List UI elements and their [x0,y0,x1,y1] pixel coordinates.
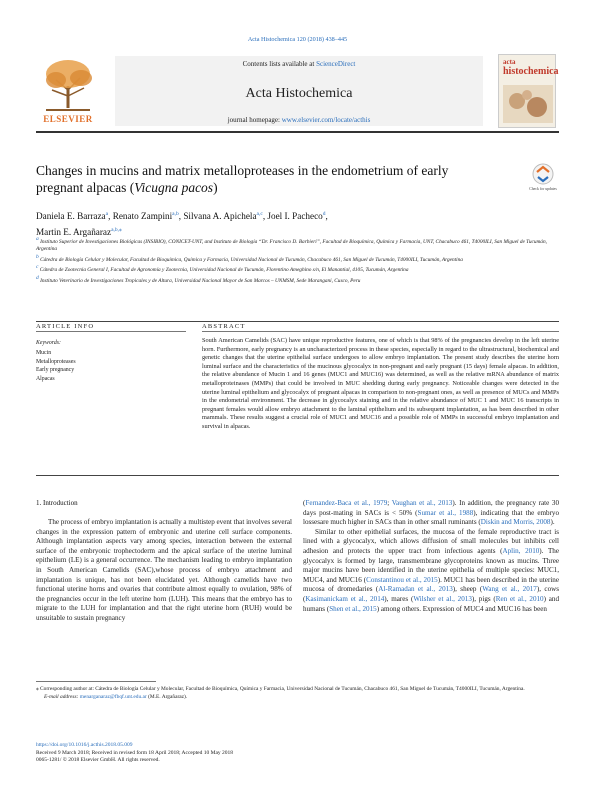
journal-name: Acta Histochemica [245,86,353,101]
affiliation-text: Instituto Veterinario de Investigaciones Tropicales y de Altura, Universidad Nacional Mayor de San Marcos – UNMSM, Sede Marangani, Cusco, Peru [40,277,361,284]
check-for-updates-label: Check for updates [529,187,557,191]
author[interactable]: Joel I. Pacheco [267,211,323,222]
footnote-email-line [36,694,559,702]
citation-link[interactable]: Ren et al., 2010 [495,594,544,603]
keyword: Metalloproteases [36,358,76,365]
text-run: ), indicating that the embryo lossesare much higher in SACs than in other small ruminants ( [303,508,559,527]
keyword-list [36,349,76,383]
homepage-line [115,116,483,124]
abstract-text: South American Camelids (SAC) have unique reproductive features, one of which is that 98% of the pregnancies develop in the left uterine horn. Furthermore, early pregnancy is an uncharacterized process in these species, especially in regard to the ultrastructural, biochemical and genetic changes that the uterine epithelial surface undergoes to allow embryo implantation. The present study describes the uterine horn luminal surface and the characteristics of the mucinous glycocalyx in non-pregnant and early pregnant (15 days) female alpacas. In addition, the relative abundance of Mucin 1 and 16 genes (MUC1 and MUC16) was determined, as well as the relative mRNA abundance of matrix metalloproteinases (MMPs) that could be involved in MUC shedding during early pregnancy. Noticeable changes were detected in the uterine luminal epithelium and glycocalyx of pregnant alpacas in comparison to non-pregnant ones, as well as presence of MUCs and MMPs in the endometrial environment. The decrease in glycocalyx staining and in the relative abundance of MUC 1 and MUC 16 transcripts in pregnant females would allow embryo attachment to the laminal epithelium and its subsequent implantation, as has been described in other mammals. These results suggest a crucial role of MUC1 and MUC16 and a possible role of MMPs in successful embryo implantation and survival in alpacas. [202,337,559,430]
received-dates: Received 9 March 2018; Received in revised form 18 April 2018; Accepted 10 May 2018 [36,749,234,756]
affiliation [36,264,559,274]
copyright: 0065-1281/ © 2018 Elsevier GmbH. All rights reserved. [36,757,160,764]
title-end: ) [213,180,218,195]
abstract-heading: ABSTRACT [202,323,246,330]
email-link[interactable]: menarganaraz@fbqf.unt.edu.ar [79,693,147,700]
citation-link[interactable]: Constantinou et al., 2015 [366,575,438,584]
email-label: E-mail address: [44,693,80,700]
introduction-heading: 1. Introduction [36,499,78,507]
intro-paragraph [303,528,559,614]
text-run: ). The glycocalyx is formed by large, transmembrane glycoproteins known as mucins. Three major mucins have been identified in the uterine epithelia of multiple species: MUC1, MUC4, and MUC16 ( [303,546,559,584]
citation-link[interactable]: Fernandez-Baca et al., 1979 [305,499,388,507]
citation-link[interactable]: Vaughan et al., 2013 [391,499,453,507]
text-run: ) and humans ( [303,594,559,613]
affiliation-mark: c [36,264,39,271]
doi-link[interactable]: https://doi.org/10.1016/j.acthis.2018.05.009 [36,742,133,748]
citation-link[interactable]: Sumar et al., 1988 [417,508,474,517]
homepage-prefix: journal homepage: [227,116,282,124]
affiliation-mark: b [36,253,39,260]
text-run: ). In addition, the pregnancy rate 30 days post-mating in SACs is < 50% ( [303,499,559,517]
article-history [36,742,559,765]
affiliation-text: Cátedra de Biología Celular y Molecular, Facultad de Bioquímica, Química y Farmacia, Universidad Nacional de Tucumán, Chacabuco 461, San Miguel de Tucumán, T4000ILI, Tucumán, Argentina [40,256,463,263]
keyword: Mucin [36,350,52,356]
author-affil-mark[interactable]: a [105,211,109,217]
author-affil-mark[interactable]: a,b,⁎ [111,227,122,234]
contents-line [115,60,483,68]
citation-link[interactable]: Shen et al., 2015 [329,604,377,613]
keyword: Early pregnancy [36,367,75,374]
text-run: ). MUC1 has been described in the uterine mucosa of dromedaries ( [303,575,559,594]
intro-right-column [303,499,559,614]
text-run: Similar to other epithelial surfaces, the mucosa of the female reproductive tract is lined with a glycocalyx, which allows diffusion of small molecules but inhibits cell adhesion and protects the upper tract from infectious agents ( [303,527,559,555]
citation-link[interactable]: Diskin and Morris, 2008 [480,518,551,527]
header-rule [36,131,559,133]
text-run: ). [550,518,555,527]
article-title [36,162,496,196]
contents-prefix: Contents lists available at [242,60,317,68]
journal-reference[interactable]: Acta Histochemica 120 (2018) 438–445 [247,36,348,43]
email-owner: (M.E. Argañaraz). [146,693,188,700]
citation-link[interactable]: Aplin, 2010 [502,546,540,555]
article-info-rule [36,331,186,332]
keywords-label: Keywords: [36,340,61,346]
citation-link[interactable]: Wilsher et al., 2013 [413,594,472,603]
affiliation-mark: a [36,236,39,242]
affiliations [36,236,559,285]
author-affil-mark[interactable]: a,c [256,211,263,217]
author-list: Daniela E. Barraza$^a$, Renato Zampini$^{a,b}$, Silvana A. Apichela$^{a,c}$, Joel I. Pacheco$^d$, Martin E. Argañaraz$^{a,b,⁎}$ [36,211,328,238]
intro-paragraph [303,499,559,528]
affiliation [36,275,559,285]
intro-paragraph: The process of embryo implantation is actually a multistep event that involves several changes in the expression pattern of embryonic and uterine cell surface components. Although implantation aspects vary among species, interaction between the external surface of the embryonic trophectoderm and the apical surface of the uterine luminal epithelium (LE) is a general occurrence. The mechanism leading to embryo implantation in South American Camelids (SAC),whose process of embryo attachment and implantation is unique, has not been elucidated yet. Although camelids have two functional uterine horns and ovaries that contribute almost equally to ovulation, 98% of the pregnancies occur in the left uterine horn (LUH). This means that the embryo has to migrate to the LUH for implantation and that the right uterine horn (RUH) would be unsuitable to sustain pregnancy [36,518,292,622]
author[interactable]: Renato Zampini [112,211,173,222]
author-affil-mark[interactable]: a,b [172,211,179,217]
section-rule [36,321,559,322]
corresponding-author-footnote [36,686,559,701]
citation-link[interactable]: Al-Ramadan et al., 2013 [378,585,453,594]
abstract-rule [202,331,559,332]
homepage-link[interactable]: www.elsevier.com/locate/acthis [281,116,371,124]
footnote-text: ⁎ Corresponding author at: Cátedra de Biología Celular y Molecular, Facultad de Bioquímica, Química y Farmacia, Universidad Nacional de Tucumán, Chacabuco 461, San Miguel de Tucumán, T4000ILI, Tucumán, Argentina. [36,686,525,692]
footnote-rule [36,681,156,682]
citation-link[interactable]: Kasimanickam et al., 2014 [305,594,385,603]
affiliation [36,254,559,264]
article-info-heading: ARTICLE INFO [36,323,95,330]
cover-title-line1: acta [503,58,516,66]
publisher-logo-text: ELSEVIER [43,114,93,124]
author[interactable]: Daniela E. Barraza [36,211,106,222]
citation-link[interactable]: Wang et al., 2017 [482,585,537,594]
text-run: ), sheep ( [452,585,483,594]
affiliation-text: Cátedra de Zootecnia General I, Facultad de Agronomía y Zootecnia, Universidad Nacional de Tucumán, Florentino Ameghino s/n, El Manantial, 4105, Tucumán, Argentina [39,267,409,274]
text-run: ; [387,499,392,507]
title-species: Vicugna pacos [134,180,214,195]
keyword: Alpacas [36,375,55,382]
affiliation-text: Instituto Superior de Investigaciones Biológicas (INSIBIO), CONICET-UNT, and Instituto de Biología “Dr. Francisco D. Barbieri”, Facultad de Bioquímica, Química y Farmacia, UNT, Chacabuco 461, T4000ILI, San Miguel de Tucumán, Argentina [36,238,547,253]
text-run: ) among others. Expression of MUC4 and MUC16 has been [376,604,547,613]
cover-title-line2: histochemica [503,66,559,77]
title-main: Changes in mucins and matrix metalloproteases in the endometrium of early pregnant alpacas ( [36,163,449,195]
text-run: ), cows ( [303,585,559,603]
author[interactable]: Martin E. Argañaraz [36,227,112,238]
author[interactable]: Silvana A. Apichela [183,211,257,222]
text-run: ), mares ( [384,594,414,603]
sciencedirect-link[interactable]: ScienceDirect [316,60,356,68]
text-run: ( [303,499,306,507]
affiliation-mark: d [36,274,39,281]
section-rule [36,475,559,476]
affiliation [36,236,559,254]
intro-left-column [36,518,292,624]
author-affil-mark[interactable]: d [322,211,326,217]
text-run: ), pigs ( [471,594,496,603]
